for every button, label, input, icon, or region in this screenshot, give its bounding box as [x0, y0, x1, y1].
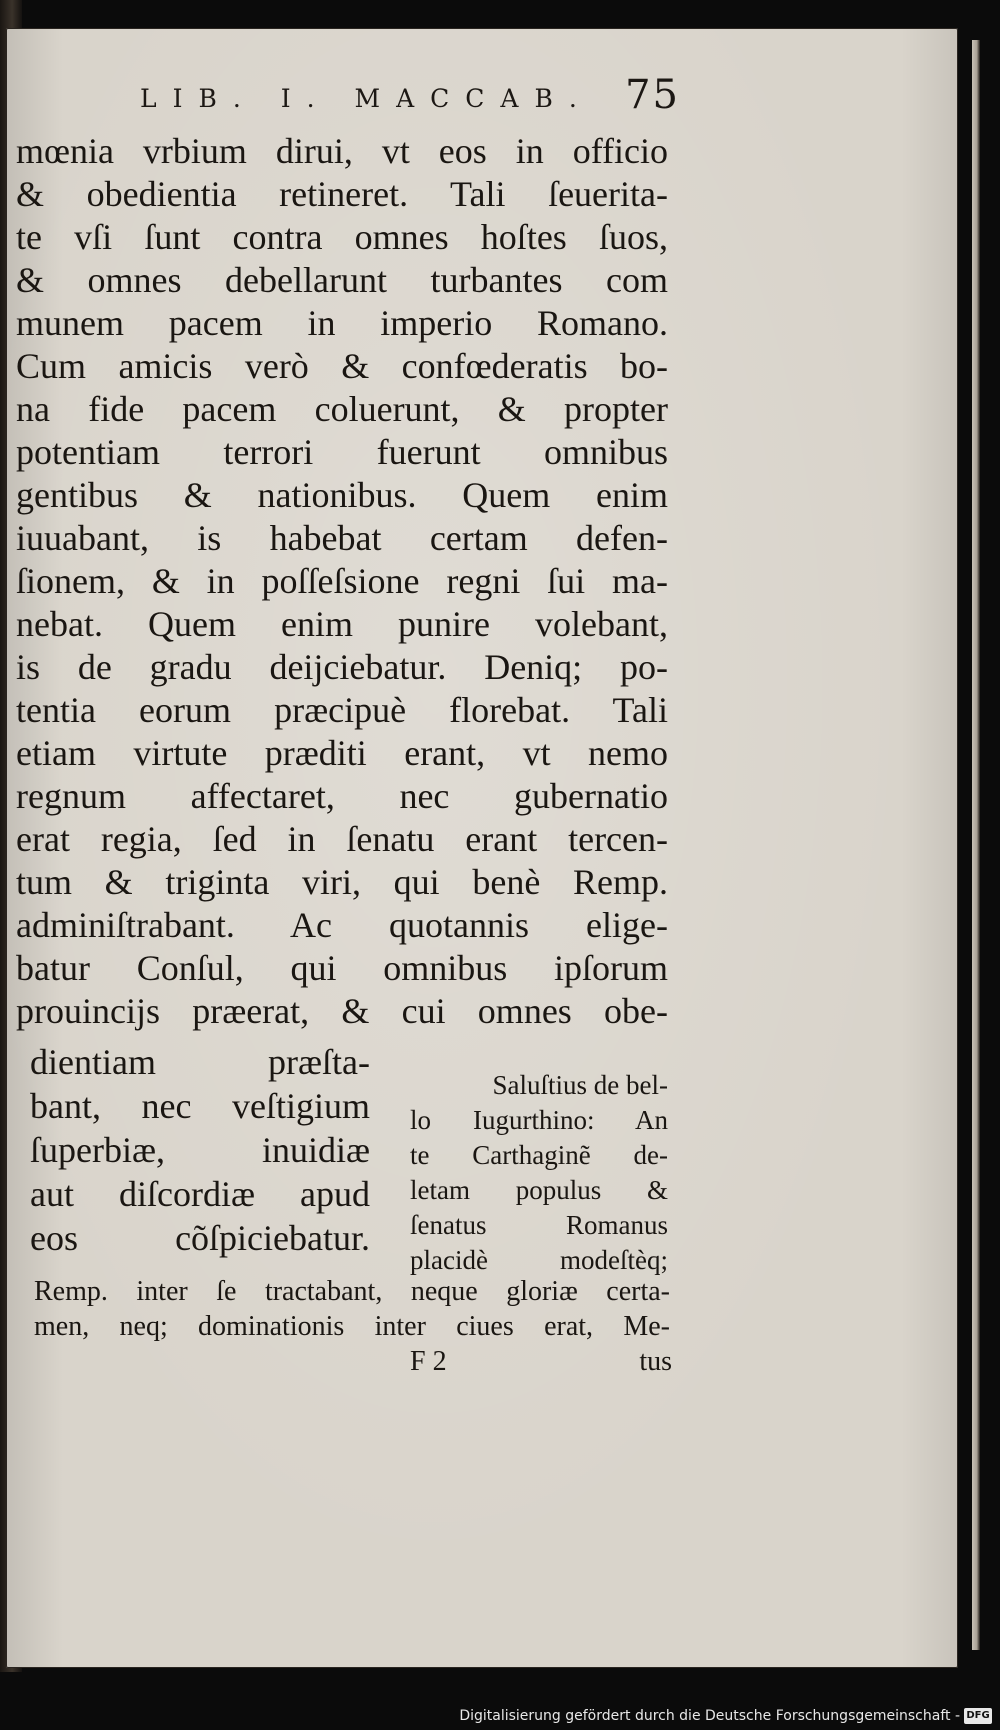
side-note-line: ſenatus Romanus [410, 1210, 668, 1240]
running-title: LIB. I. MACCAB. [140, 84, 593, 113]
dfg-logo: DFG [964, 1708, 992, 1724]
side-note-line: Saluſtius de bel- [492, 1070, 668, 1100]
side-note-line: letam populus & [410, 1175, 668, 1205]
side-note-line: lo Iugurthino: An [410, 1105, 668, 1135]
text-line: erat regia, ſed in ſenatu erant tercen- [16, 819, 668, 859]
text-line: te vſi ſunt contra omnes hoſtes ſuos, [16, 217, 668, 257]
small-text-line: Remp. inter ſe tractabant, neque gloriæ certa- [34, 1276, 670, 1307]
column-line: aut diſcordiæ apud [30, 1174, 370, 1214]
text-line: potentiam terrori fuerunt omnibus [16, 432, 668, 472]
text-line: munem pacem in imperio Romano. [16, 303, 668, 343]
small-text-line: men, neq; dominationis inter ciues erat, Me- [34, 1311, 670, 1342]
side-note [410, 1068, 668, 1278]
column-line: eos cõſpiciebatur. [30, 1218, 370, 1258]
main-column [30, 1040, 370, 1260]
side-note-line: placidè modeſtèq; [410, 1245, 668, 1275]
text-line: tum & triginta viri, qui benè Remp. [16, 862, 668, 902]
text-line: regnum affectaret, nec gubernatio [16, 776, 668, 816]
text-line: is de gradu deijciebatur. Deniq; po- [16, 647, 668, 687]
catchword: tus [639, 1346, 672, 1377]
text-line: adminiſtrabant. Ac quotannis elige- [16, 905, 668, 945]
page-number: 75 [625, 72, 680, 118]
text-line: & obedientia retineret. Tali ſeuerita- [16, 174, 668, 214]
text-line: iuuabant, is habebat certam defen- [16, 518, 668, 558]
signature-mark: F 2 [410, 1346, 447, 1377]
running-head [140, 72, 680, 118]
text-line: tentia eorum præcipuè florebat. Tali [16, 690, 668, 730]
text-line: batur Conſul, qui omnibus ipſorum [16, 948, 668, 988]
text-line: & omnes debellarunt turbantes com [16, 260, 668, 300]
column-line: ſuperbiæ, inuidiæ [30, 1130, 370, 1170]
page-edge [972, 40, 980, 1650]
text-line: na fide pacem coluerunt, & propter [16, 389, 668, 429]
text-line: nebat. Quem enim punire volebant, [16, 604, 668, 644]
text-line: etiam virtute præditi erant, vt nemo [16, 733, 668, 773]
text-line: Cum amicis verò & confœderatis bo- [16, 346, 668, 386]
text-line: gentibus & nationibus. Quem enim [16, 475, 668, 515]
text-line: prouincijs præerat, & cui omnes obe- [16, 991, 668, 1031]
column-line: dientiam præſta- [30, 1042, 370, 1082]
text-line: ſionem, & in poſſeſsione regni ſui ma- [16, 561, 668, 601]
side-note-line: te Carthaginẽ de- [410, 1140, 668, 1170]
text-line: mœnia vrbium dirui, vt eos in officio [16, 131, 668, 171]
digitization-credit: Digitalisierung gefördert durch die Deutsche Forschungsgemeinschaft - [459, 1708, 960, 1724]
signature-line [410, 1346, 672, 1380]
column-line: bant, nec veſtigium [30, 1086, 370, 1126]
body-text [16, 130, 668, 1033]
small-text-block [34, 1274, 670, 1344]
